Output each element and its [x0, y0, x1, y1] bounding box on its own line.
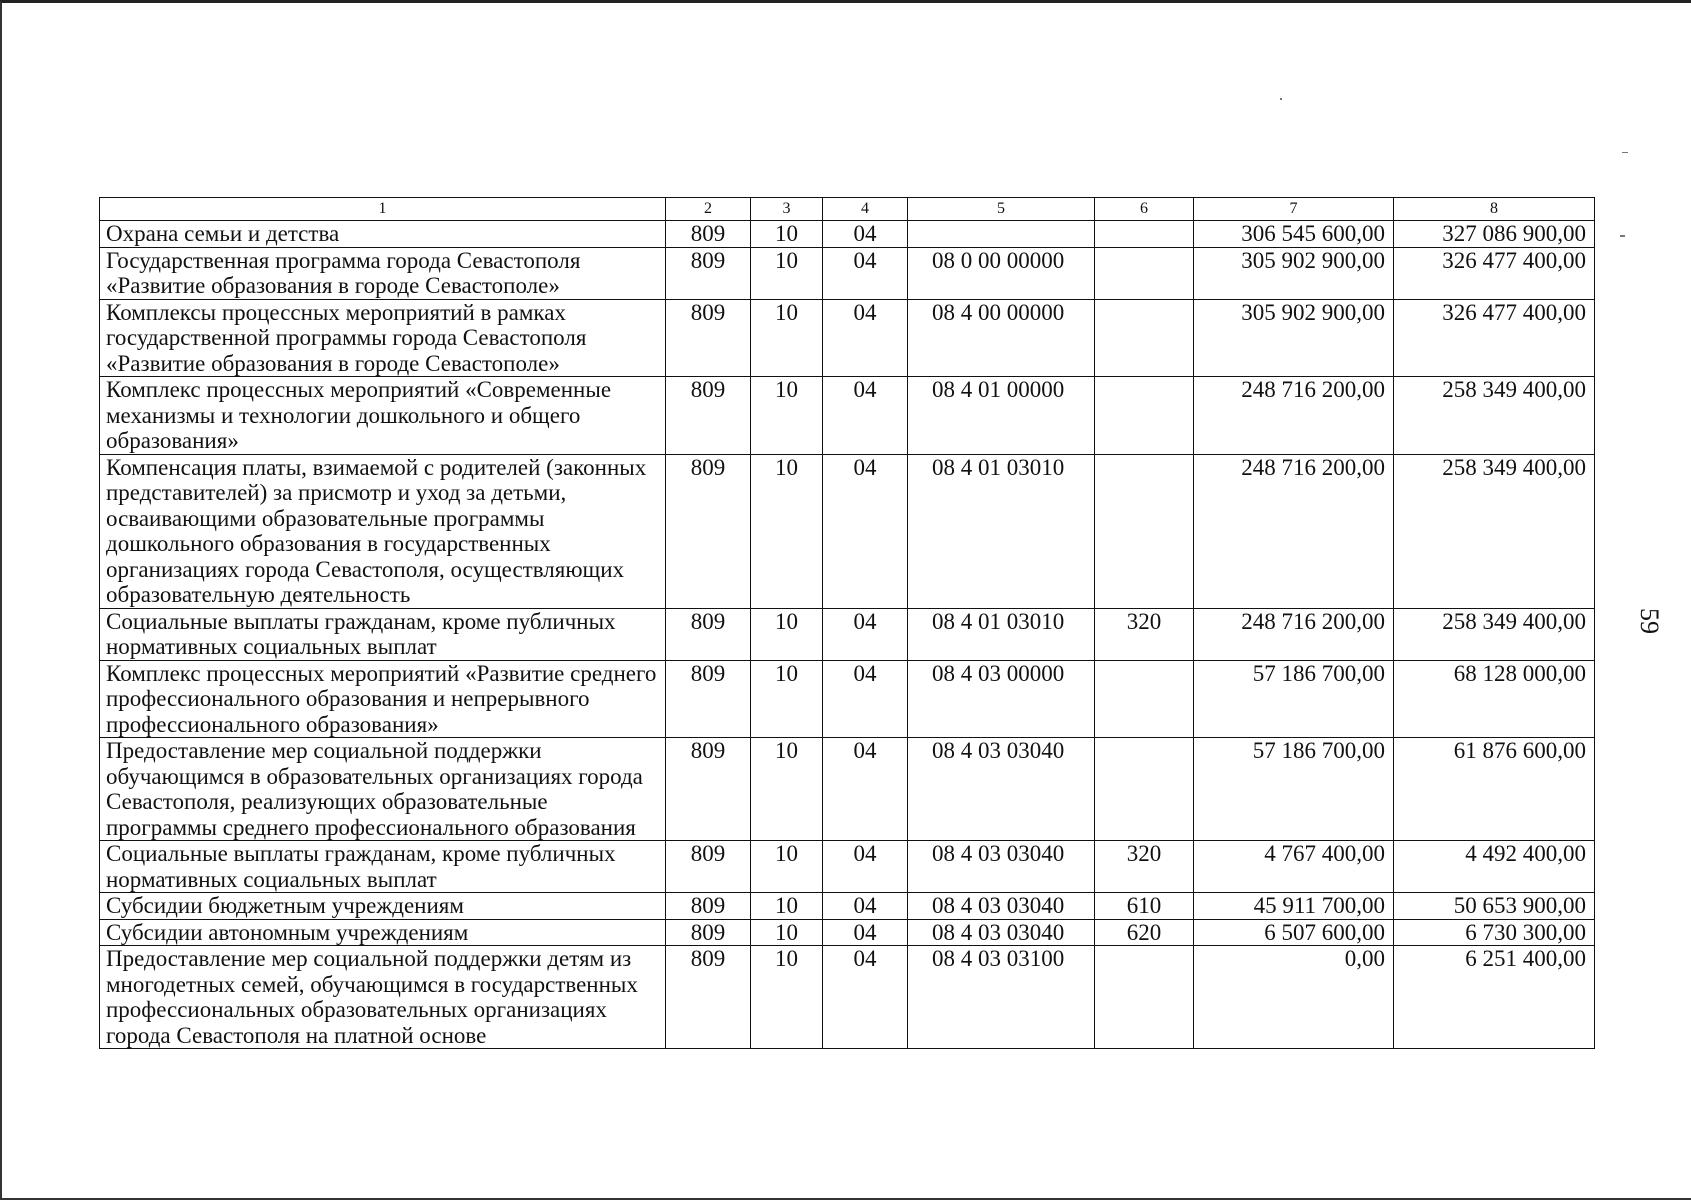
header-cell: 5 — [908, 198, 1095, 221]
section-code-cell: 10 — [751, 919, 823, 946]
expense-type-cell — [1095, 738, 1194, 841]
scan-speck — [1280, 98, 1282, 100]
section-code-cell: 10 — [751, 841, 823, 893]
subsection-code-cell: 04 — [823, 247, 908, 299]
section-code-cell: 10 — [751, 946, 823, 1049]
grbs-code-cell: 809 — [666, 299, 751, 377]
grbs-code-cell: 809 — [666, 660, 751, 738]
amount-year1-cell: 248 716 200,00 — [1194, 608, 1394, 660]
item-name-cell: Субсидии бюджетным учреждениям — [100, 893, 666, 920]
amount-year2-cell: 50 653 900,00 — [1394, 893, 1595, 920]
subsection-code-cell: 04 — [823, 660, 908, 738]
table-row — [100, 738, 1595, 841]
item-name-cell: Компенсация платы, взимаемой с родителей (законных представителей) за присмотр и уход за детьми, осваивающими образовательные программы дошкольного образования в государственных организациях города Севастополя, осуществляющих образовательную деятельность — [100, 454, 666, 608]
expense-type-cell: 620 — [1095, 919, 1194, 946]
grbs-code-cell: 809 — [666, 221, 751, 248]
amount-year2-cell: 326 477 400,00 — [1394, 247, 1595, 299]
target-article-cell: 08 4 03 03100 — [908, 946, 1095, 1049]
table-header-row — [100, 198, 1595, 221]
grbs-code-cell: 809 — [666, 738, 751, 841]
header-cell: 8 — [1394, 198, 1595, 221]
table-row — [100, 454, 1595, 608]
subsection-code-cell: 04 — [823, 893, 908, 920]
grbs-code-cell: 809 — [666, 919, 751, 946]
header-cell: 2 — [666, 198, 751, 221]
amount-year1-cell: 305 902 900,00 — [1194, 247, 1394, 299]
table-row — [100, 841, 1595, 893]
subsection-code-cell: 04 — [823, 946, 908, 1049]
amount-year2-cell: 6 251 400,00 — [1394, 946, 1595, 1049]
item-name-cell: Социальные выплаты гражданам, кроме публичных нормативных социальных выплат — [100, 841, 666, 893]
scan-speck — [1620, 235, 1625, 237]
table-row — [100, 660, 1595, 738]
expense-type-cell — [1095, 221, 1194, 248]
grbs-code-cell: 809 — [666, 377, 751, 455]
amount-year2-cell: 61 876 600,00 — [1394, 738, 1595, 841]
amount-year1-cell: 57 186 700,00 — [1194, 660, 1394, 738]
target-article-cell: 08 4 01 03010 — [908, 454, 1095, 608]
amount-year1-cell: 4 767 400,00 — [1194, 841, 1394, 893]
item-name-cell: Комплекс процессных мероприятий «Развитие среднего профессионального образования и непрерывного профессионального образования» — [100, 660, 666, 738]
table-row — [100, 377, 1595, 455]
section-code-cell: 10 — [751, 893, 823, 920]
page-number: 59 — [1635, 608, 1664, 634]
item-name-cell: Субсидии автономным учреждениям — [100, 919, 666, 946]
subsection-code-cell: 04 — [823, 299, 908, 377]
amount-year2-cell: 6 730 300,00 — [1394, 919, 1595, 946]
subsection-code-cell: 04 — [823, 738, 908, 841]
grbs-code-cell: 809 — [666, 841, 751, 893]
table-row — [100, 919, 1595, 946]
amount-year2-cell: 327 086 900,00 — [1394, 221, 1595, 248]
table-row — [100, 221, 1595, 248]
table-body — [100, 198, 1595, 1049]
section-code-cell: 10 — [751, 660, 823, 738]
item-name-cell: Комплекс процессных мероприятий «Современные механизмы и технологии дошкольного и общего образования» — [100, 377, 666, 455]
section-code-cell: 10 — [751, 247, 823, 299]
section-code-cell: 10 — [751, 608, 823, 660]
target-article-cell: 08 4 03 03040 — [908, 919, 1095, 946]
expense-type-cell: 320 — [1095, 841, 1194, 893]
grbs-code-cell: 809 — [666, 454, 751, 608]
target-article-cell: 08 4 03 03040 — [908, 893, 1095, 920]
amount-year1-cell: 248 716 200,00 — [1194, 377, 1394, 455]
expense-type-cell — [1095, 946, 1194, 1049]
subsection-code-cell: 04 — [823, 377, 908, 455]
amount-year1-cell: 306 545 600,00 — [1194, 221, 1394, 248]
amount-year1-cell: 0,00 — [1194, 946, 1394, 1049]
section-code-cell: 10 — [751, 299, 823, 377]
expense-type-cell — [1095, 454, 1194, 608]
amount-year2-cell: 326 477 400,00 — [1394, 299, 1595, 377]
expense-type-cell — [1095, 377, 1194, 455]
scan-speck — [1622, 152, 1628, 153]
amount-year1-cell: 6 507 600,00 — [1194, 919, 1394, 946]
amount-year2-cell: 258 349 400,00 — [1394, 377, 1595, 455]
grbs-code-cell: 809 — [666, 608, 751, 660]
table-row — [100, 893, 1595, 920]
item-name-cell: Охрана семьи и детства — [100, 221, 666, 248]
header-cell: 3 — [751, 198, 823, 221]
amount-year1-cell: 248 716 200,00 — [1194, 454, 1394, 608]
grbs-code-cell: 809 — [666, 893, 751, 920]
section-code-cell: 10 — [751, 454, 823, 608]
table-row — [100, 608, 1595, 660]
section-code-cell: 10 — [751, 377, 823, 455]
header-cell: 4 — [823, 198, 908, 221]
target-article-cell: 08 4 01 00000 — [908, 377, 1095, 455]
header-cell: 6 — [1095, 198, 1194, 221]
expense-type-cell: 610 — [1095, 893, 1194, 920]
budget-table — [99, 197, 1595, 1049]
header-cell: 7 — [1194, 198, 1394, 221]
item-name-cell: Государственная программа города Севастополя «Развитие образования в городе Севастополе» — [100, 247, 666, 299]
amount-year2-cell: 258 349 400,00 — [1394, 454, 1595, 608]
subsection-code-cell: 04 — [823, 841, 908, 893]
subsection-code-cell: 04 — [823, 919, 908, 946]
item-name-cell: Предоставление мер социальной поддержки обучающимся в образовательных организациях города Севастополя, реализующих образовательные программы среднего профессионального образования — [100, 738, 666, 841]
expense-type-cell — [1095, 247, 1194, 299]
expense-type-cell — [1095, 299, 1194, 377]
subsection-code-cell: 04 — [823, 608, 908, 660]
grbs-code-cell: 809 — [666, 247, 751, 299]
table-row — [100, 299, 1595, 377]
amount-year2-cell: 68 128 000,00 — [1394, 660, 1595, 738]
item-name-cell: Комплексы процессных мероприятий в рамках государственной программы города Севастополя «Развитие образования в городе Севастополе» — [100, 299, 666, 377]
item-name-cell: Предоставление мер социальной поддержки детям из многодетных семей, обучающимся в государственных профессиональных образовательных организациях города Севастополя на платной основе — [100, 946, 666, 1049]
target-article-cell: 08 4 03 03040 — [908, 841, 1095, 893]
table-row — [100, 247, 1595, 299]
item-name-cell: Социальные выплаты гражданам, кроме публичных нормативных социальных выплат — [100, 608, 666, 660]
table-row — [100, 946, 1595, 1049]
target-article-cell: 08 0 00 00000 — [908, 247, 1095, 299]
amount-year2-cell: 4 492 400,00 — [1394, 841, 1595, 893]
target-article-cell: 08 4 03 00000 — [908, 660, 1095, 738]
subsection-code-cell: 04 — [823, 454, 908, 608]
subsection-code-cell: 04 — [823, 221, 908, 248]
expense-type-cell — [1095, 660, 1194, 738]
amount-year2-cell: 258 349 400,00 — [1394, 608, 1595, 660]
section-code-cell: 10 — [751, 738, 823, 841]
target-article-cell: 08 4 01 03010 — [908, 608, 1095, 660]
expense-type-cell: 320 — [1095, 608, 1194, 660]
target-article-cell — [908, 221, 1095, 248]
amount-year1-cell: 305 902 900,00 — [1194, 299, 1394, 377]
grbs-code-cell: 809 — [666, 946, 751, 1049]
target-article-cell: 08 4 03 03040 — [908, 738, 1095, 841]
amount-year1-cell: 57 186 700,00 — [1194, 738, 1394, 841]
target-article-cell: 08 4 00 00000 — [908, 299, 1095, 377]
section-code-cell: 10 — [751, 221, 823, 248]
header-cell: 1 — [100, 198, 666, 221]
amount-year1-cell: 45 911 700,00 — [1194, 893, 1394, 920]
